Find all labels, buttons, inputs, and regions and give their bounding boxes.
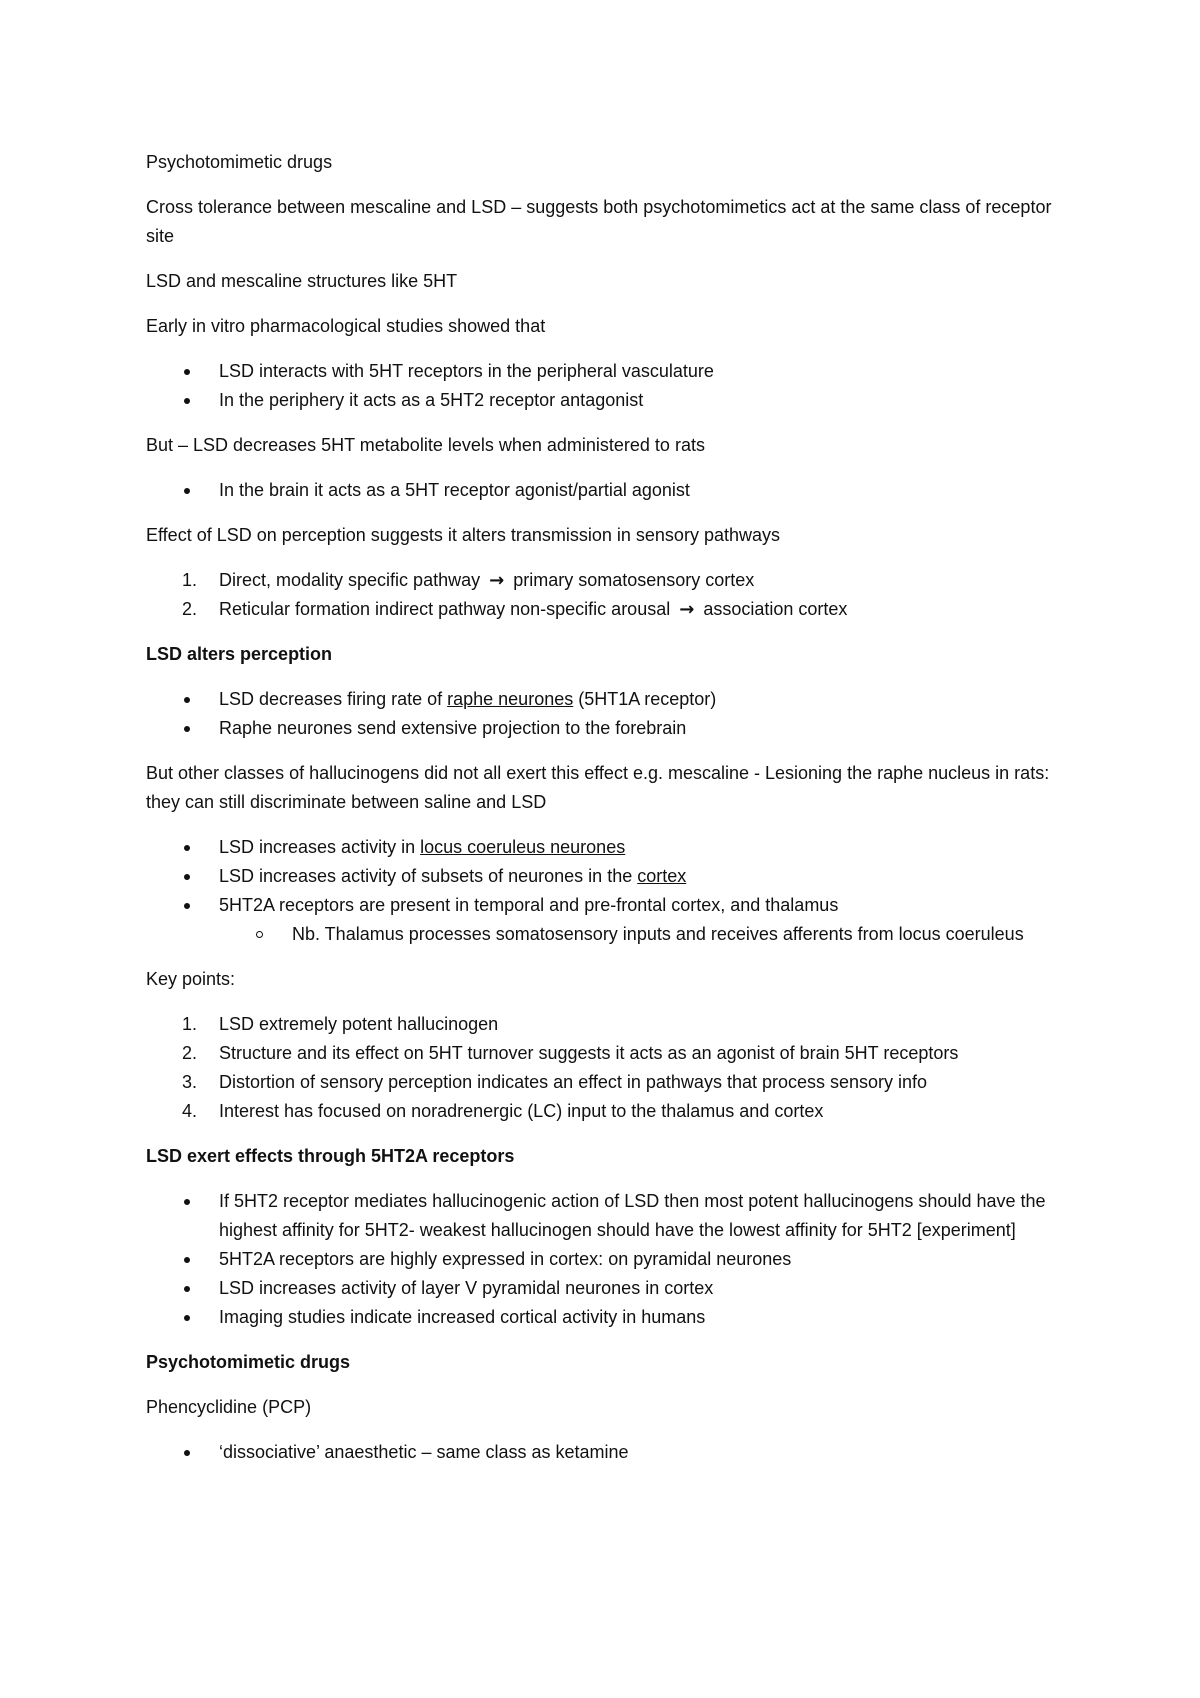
bullet-icon — [184, 845, 190, 851]
underlined-term: cortex — [637, 866, 687, 886]
list-item: LSD increases activity of subsets of neurones in the cortex — [146, 862, 1080, 891]
list-number: 1. — [181, 570, 197, 590]
list-item: Imaging studies indicate increased cortical activity in humans — [146, 1303, 1080, 1332]
list-item: Raphe neurones send extensive projection to the forebrain — [146, 714, 1080, 743]
numbered-list — [146, 1010, 1080, 1126]
bullet-icon — [184, 697, 190, 703]
paragraph: Early in vitro pharmacological studies showed that — [146, 316, 546, 336]
list-number: 3. — [181, 1072, 197, 1092]
section-heading: LSD alters perception — [146, 644, 333, 664]
list-number: 2. — [181, 599, 197, 619]
sub-list-item: Nb. Thalamus processes somatosensory inputs and receives afferents from locus coeruleus — [146, 920, 1080, 949]
paragraph: Psychotomimetic drugs — [146, 152, 333, 172]
arrow-right-icon: → — [679, 599, 695, 620]
list-item: 5HT2A receptors are highly expressed in cortex: on pyramidal neurones — [146, 1245, 1080, 1274]
bullet-icon — [184, 1257, 190, 1263]
bullet-icon — [184, 369, 190, 375]
list-item: In the brain it acts as a 5HT receptor agonist/partial agonist — [146, 476, 1080, 505]
paragraph: LSD and mescaline structures like 5HT — [146, 271, 458, 291]
list-number: 2. — [181, 1043, 197, 1063]
list-item: 5HT2A receptors are present in temporal and pre-frontal cortex, and thalamus — [146, 891, 1080, 920]
paragraph: But – LSD decreases 5HT metabolite levels when administered to rats — [146, 435, 705, 455]
bullet-list — [146, 1438, 1080, 1467]
bullet-icon — [184, 726, 190, 732]
list-item: 1. LSD extremely potent hallucinogen — [146, 1010, 1080, 1039]
paragraph: Cross tolerance between mescaline and LSD – suggests both psychotomimetics act at the same class of receptor site — [146, 197, 1052, 246]
bullet-icon — [184, 903, 190, 909]
list-item: LSD decreases firing rate of raphe neurones (5HT1A receptor) — [146, 685, 1080, 714]
bullet-icon — [184, 874, 190, 880]
underlined-term: raphe neurones — [447, 689, 574, 709]
list-number: 1. — [181, 1014, 197, 1034]
list-item: ‘dissociative’ anaesthetic – same class as ketamine — [146, 1438, 1080, 1467]
numbered-list — [146, 566, 1080, 624]
list-item: If 5HT2 receptor mediates hallucinogenic action of LSD then most potent hallucinogens should have the highest affinity for 5HT2- weakest hallucinogen should have the lowest affinity for 5HT2 [experiment] — [146, 1187, 1080, 1245]
paragraph: But other classes of hallucinogens did not all exert this effect e.g. mescaline - Lesioning the raphe nucleus in rats: they can still discriminate between saline and LSD — [146, 763, 1050, 812]
list-number: 4. — [181, 1101, 197, 1121]
list-item: 3. Distortion of sensory perception indicates an effect in pathways that process sensory info — [146, 1068, 1080, 1097]
bullet-list — [146, 476, 1080, 505]
circle-bullet-icon — [256, 931, 263, 938]
list-item: LSD increases activity in locus coeruleus neurones — [146, 833, 1080, 862]
bullet-icon — [184, 488, 190, 494]
bullet-list — [146, 357, 1080, 415]
paragraph: Effect of LSD on perception suggests it alters transmission in sensory pathways — [146, 525, 780, 545]
bullet-list — [146, 1187, 1080, 1332]
list-item: 4. Interest has focused on noradrenergic (LC) input to the thalamus and cortex — [146, 1097, 1080, 1126]
list-item: LSD increases activity of layer V pyramidal neurones in cortex — [146, 1274, 1080, 1303]
list-item: 2. Structure and its effect on 5HT turnover suggests it acts as an agonist of brain 5HT receptors — [146, 1039, 1080, 1068]
list-item: LSD interacts with 5HT receptors in the peripheral vasculature — [146, 357, 1080, 386]
bullet-icon — [184, 1450, 190, 1456]
bullet-icon — [184, 1199, 190, 1205]
section-heading: Psychotomimetic drugs — [146, 1352, 351, 1372]
section-heading: LSD exert effects through 5HT2A receptors — [146, 1146, 515, 1166]
list-item: In the periphery it acts as a 5HT2 receptor antagonist — [146, 386, 1080, 415]
paragraph: Key points: — [146, 969, 236, 989]
bullet-icon — [184, 398, 190, 404]
list-item: 1. Direct, modality specific pathway → primary somatosensory cortex — [146, 566, 1080, 595]
paragraph: Phencyclidine (PCP) — [146, 1397, 312, 1417]
bullet-icon — [184, 1315, 190, 1321]
underlined-term: locus coeruleus neurones — [420, 837, 626, 857]
arrow-right-icon: → — [489, 570, 505, 591]
list-item: 2. Reticular formation indirect pathway non-specific arousal → association cortex — [146, 595, 1080, 624]
bullet-list — [146, 685, 1080, 743]
bullet-icon — [184, 1286, 190, 1292]
bullet-list — [146, 833, 1080, 949]
